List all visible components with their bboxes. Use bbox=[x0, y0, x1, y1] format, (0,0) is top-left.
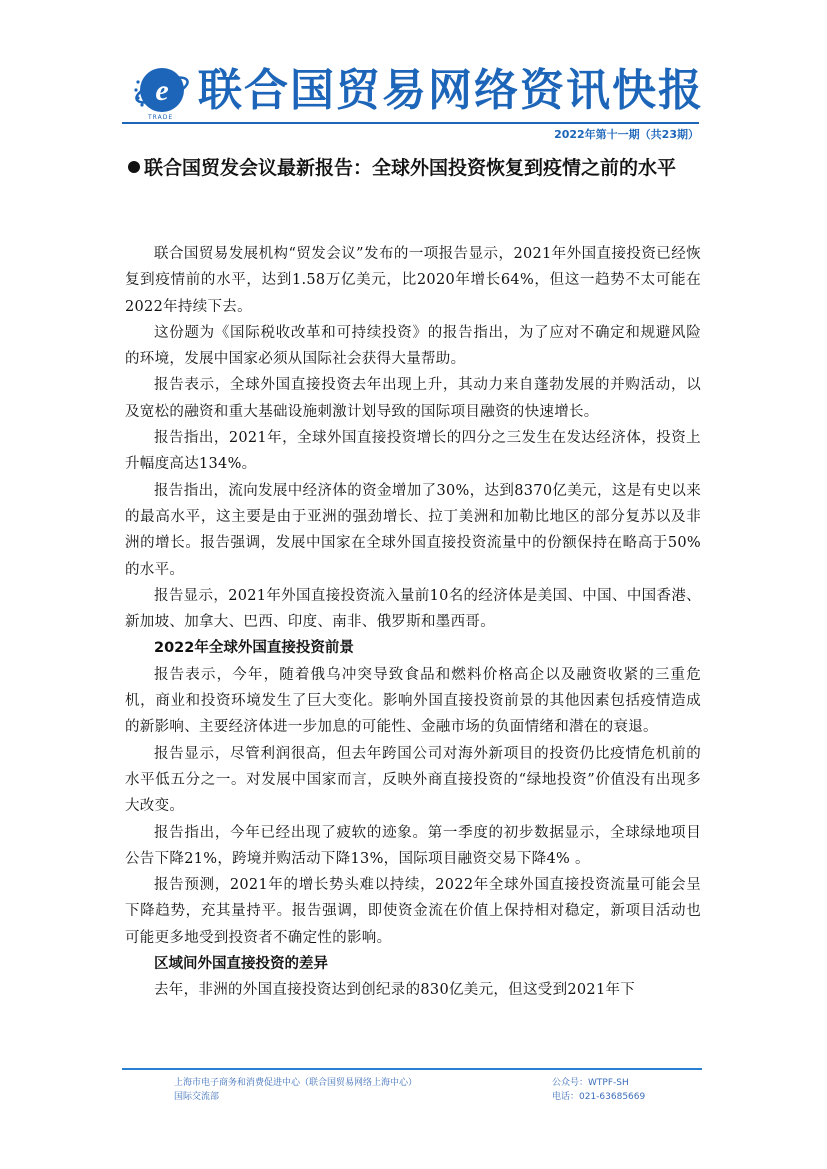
footer-dept-line: 国际交流部 bbox=[174, 1092, 220, 1102]
paragraph: 去年，非洲的外国直接投资达到创纪录的830亿美元，但这受到2021年下 bbox=[154, 982, 636, 999]
paragraph: 报告预测，2021年的增长势头难以持续，2022年全球外国直接投资流量可能会呈下降趋势，充其量持平。报告强调，即使资金流在价值上保持相对稳定，新项目活动也可能更多地受到投资者不确定性的影响。 bbox=[125, 877, 701, 946]
section-heading: 区域间外国直接投资的差异 bbox=[154, 956, 328, 973]
logo-caption: TRADE bbox=[148, 114, 174, 121]
paragraph: 报告显示，2021年外国直接投资流入量前10名的经济体是美国、中国、中国香港、新加坡、加拿大、巴西、印度、南非、俄罗斯和墨西哥。 bbox=[125, 587, 701, 631]
page-header bbox=[0, 0, 827, 140]
paragraph: 联合国贸易发展机构“贸发会议”发布的一项报告显示，2021年外国直接投资已经恢复到疫情前的水平，达到1.58万亿美元，比2020年增长64%，但这一趋势不太可能在2022年持续下去。 bbox=[125, 246, 701, 315]
paragraph: 报告指出，今年已经出现了疲软的迹象。第一季度的初步数据显示，全球绿地项目公告下降21%，跨境并购活动下降13%，国际项目融资交易下降4% 。 bbox=[125, 824, 701, 867]
footer-contact bbox=[552, 1076, 645, 1104]
issue-number: 2022年第十一期（共23期） bbox=[554, 128, 699, 141]
footer-divider bbox=[122, 1068, 702, 1070]
article-title-text: 联合国贸发会议最新报告：全球外国投资恢复到疫情之前的水平 bbox=[144, 157, 677, 179]
paragraph: 报告指出，2021年，全球外国直接投资增长的四分之三发生在发达经济体，投资上升幅度高达134%。 bbox=[125, 430, 701, 473]
svg-text:e: e bbox=[155, 74, 169, 107]
header-divider bbox=[122, 122, 699, 124]
footer-wechat: 公众号：WTPF-SH bbox=[552, 1078, 629, 1088]
footer-org-line: 上海市电子商务和消费促进中心（联合国贸易网络上海中心） bbox=[174, 1078, 418, 1088]
paragraph: 报告表示，全球外国直接投资去年出现上升，其动力来自蓬勃发展的并购活动，以及宽松的融资和重大基础设施刺激计划导致的国际项目融资的快速增长。 bbox=[125, 377, 701, 420]
footer-phone: 电话：021-63685669 bbox=[552, 1092, 646, 1102]
paragraph: 报告指出，流向发展中经济体的资金增加了30%，达到8370亿美元，这是有史以来的最高水平，这主要是由于亚洲的强劲增长、拉丁美洲和加勒比地区的部分复苏以及非洲的增长。报告强调，发展中国家在全球外国直接投资流量中的份额保持在略高于50%的水平。 bbox=[125, 482, 701, 578]
section-heading: 2022年全球外国直接投资前景 bbox=[154, 640, 354, 657]
article-title bbox=[128, 148, 703, 189]
article-body bbox=[125, 241, 701, 1004]
paragraph: 报告显示，尽管利润很高，但去年跨国公司对海外新项目的投资仍比疫情危机前的水平低五分之一。对发展中国家而言，反映外商直接投资的“绿地投资”价值没有出现多大改变。 bbox=[125, 745, 701, 815]
paragraph: 报告表示，今年，随着俄乌冲突导致食品和燃料价格高企以及融资收紧的三重危机，商业和投资环境发生了巨大变化。影响外国直接投资前景的其他因素包括疫情造成的新影响、主要经济体进一步加息的可能性、金融市场的负面情绪和潜在的衰退。 bbox=[125, 666, 701, 736]
newsletter-title: 联合国贸易网络资讯快报 bbox=[198, 65, 704, 116]
paragraph: 这份题为《国际税收改革和可持续投资》的报告指出，为了应对不确定和规避风险的环境，发展中国家必须从国际社会获得大量帮助。 bbox=[125, 324, 701, 368]
bullet-icon bbox=[128, 161, 140, 173]
trade-logo-icon bbox=[132, 62, 192, 122]
footer-organization bbox=[174, 1076, 417, 1104]
